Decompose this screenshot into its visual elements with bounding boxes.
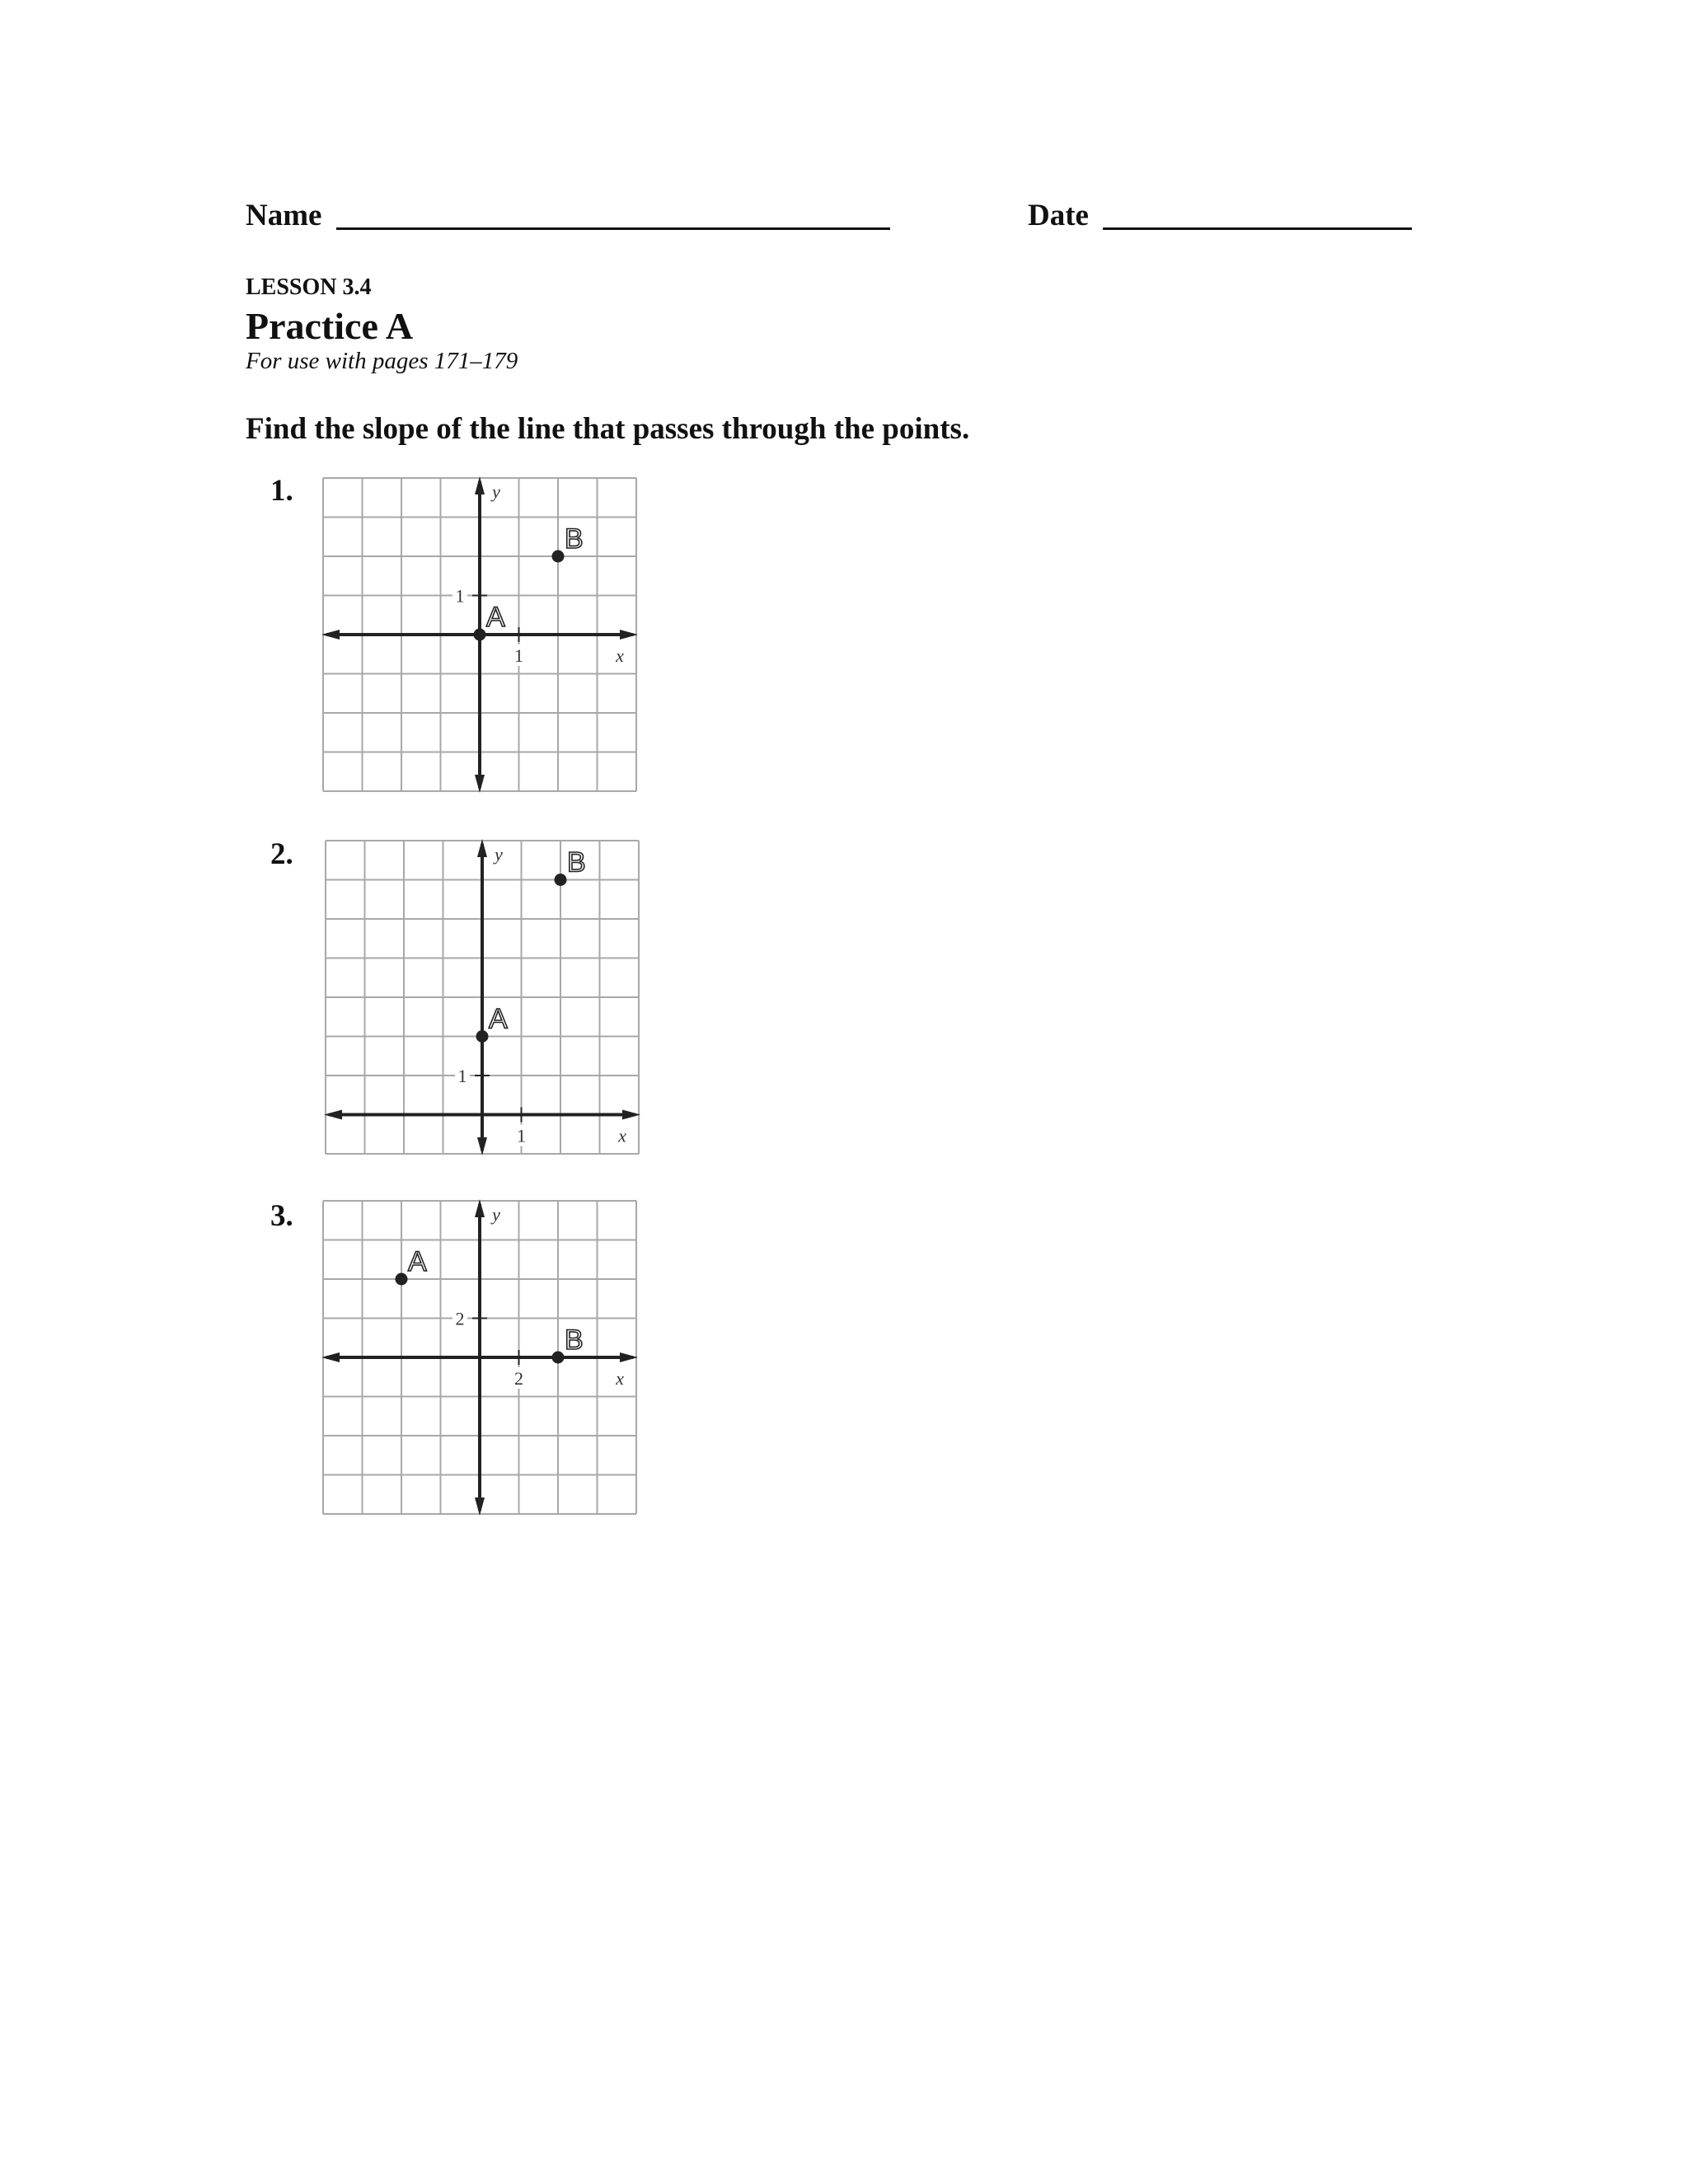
y-axis-arrow-down [475,1497,485,1516]
x-axis-arrow-left [324,1110,342,1120]
name-label: Name [246,199,322,232]
x-axis-arrow-left [321,630,340,640]
instructions: Find the slope of the line that passes through the points. [246,412,970,446]
point-label-b: B [565,1324,584,1356]
x-tick-label: 1 [514,645,523,666]
lesson-number: LESSON 3.4 [246,274,372,300]
point-label-a: A [486,602,505,633]
problem-number: 2. [270,837,293,871]
pages-note: For use with pages 171–179 [246,348,518,374]
coordinate-graph [323,478,638,793]
point-a [474,629,486,641]
x-axis-label: x [616,1368,624,1389]
y-axis-arrow-up [475,476,485,494]
x-axis-label: x [618,1125,626,1146]
y-axis-label: y [495,844,503,865]
point-b [552,551,565,563]
y-tick-label: 1 [457,1066,467,1086]
point-label-a: A [489,1003,508,1035]
x-axis-arrow-right [620,1352,638,1362]
y-axis-label: y [492,481,500,502]
x-axis-arrow-right [622,1110,640,1120]
problem-number: 3. [270,1199,293,1233]
name-field[interactable] [336,227,890,230]
point-label-b: B [565,523,584,555]
date-label: Date [1028,199,1089,232]
coordinate-graph [326,841,640,1155]
y-axis-arrow-up [475,1199,485,1217]
point-a [476,1030,489,1043]
x-axis-arrow-left [321,1352,340,1362]
point-label-a: A [408,1246,427,1277]
point-a [396,1273,408,1286]
y-axis-arrow-up [477,839,487,857]
coordinate-graph [323,1201,638,1516]
y-tick-label: 2 [455,1308,465,1329]
point-b [555,874,567,886]
y-axis-label: y [492,1204,500,1225]
point-label-b: B [567,846,586,879]
date-field[interactable] [1103,227,1412,230]
x-axis-arrow-right [620,630,638,640]
page-title: Practice A [246,305,414,347]
y-axis-arrow-down [477,1137,487,1155]
y-axis-arrow-down [475,775,485,793]
x-tick-label: 1 [517,1125,526,1146]
x-tick-label: 2 [514,1368,523,1389]
x-axis-label: x [616,645,624,666]
problem-number: 1. [270,474,293,508]
y-tick-label: 1 [455,585,465,607]
point-b [552,1352,565,1364]
